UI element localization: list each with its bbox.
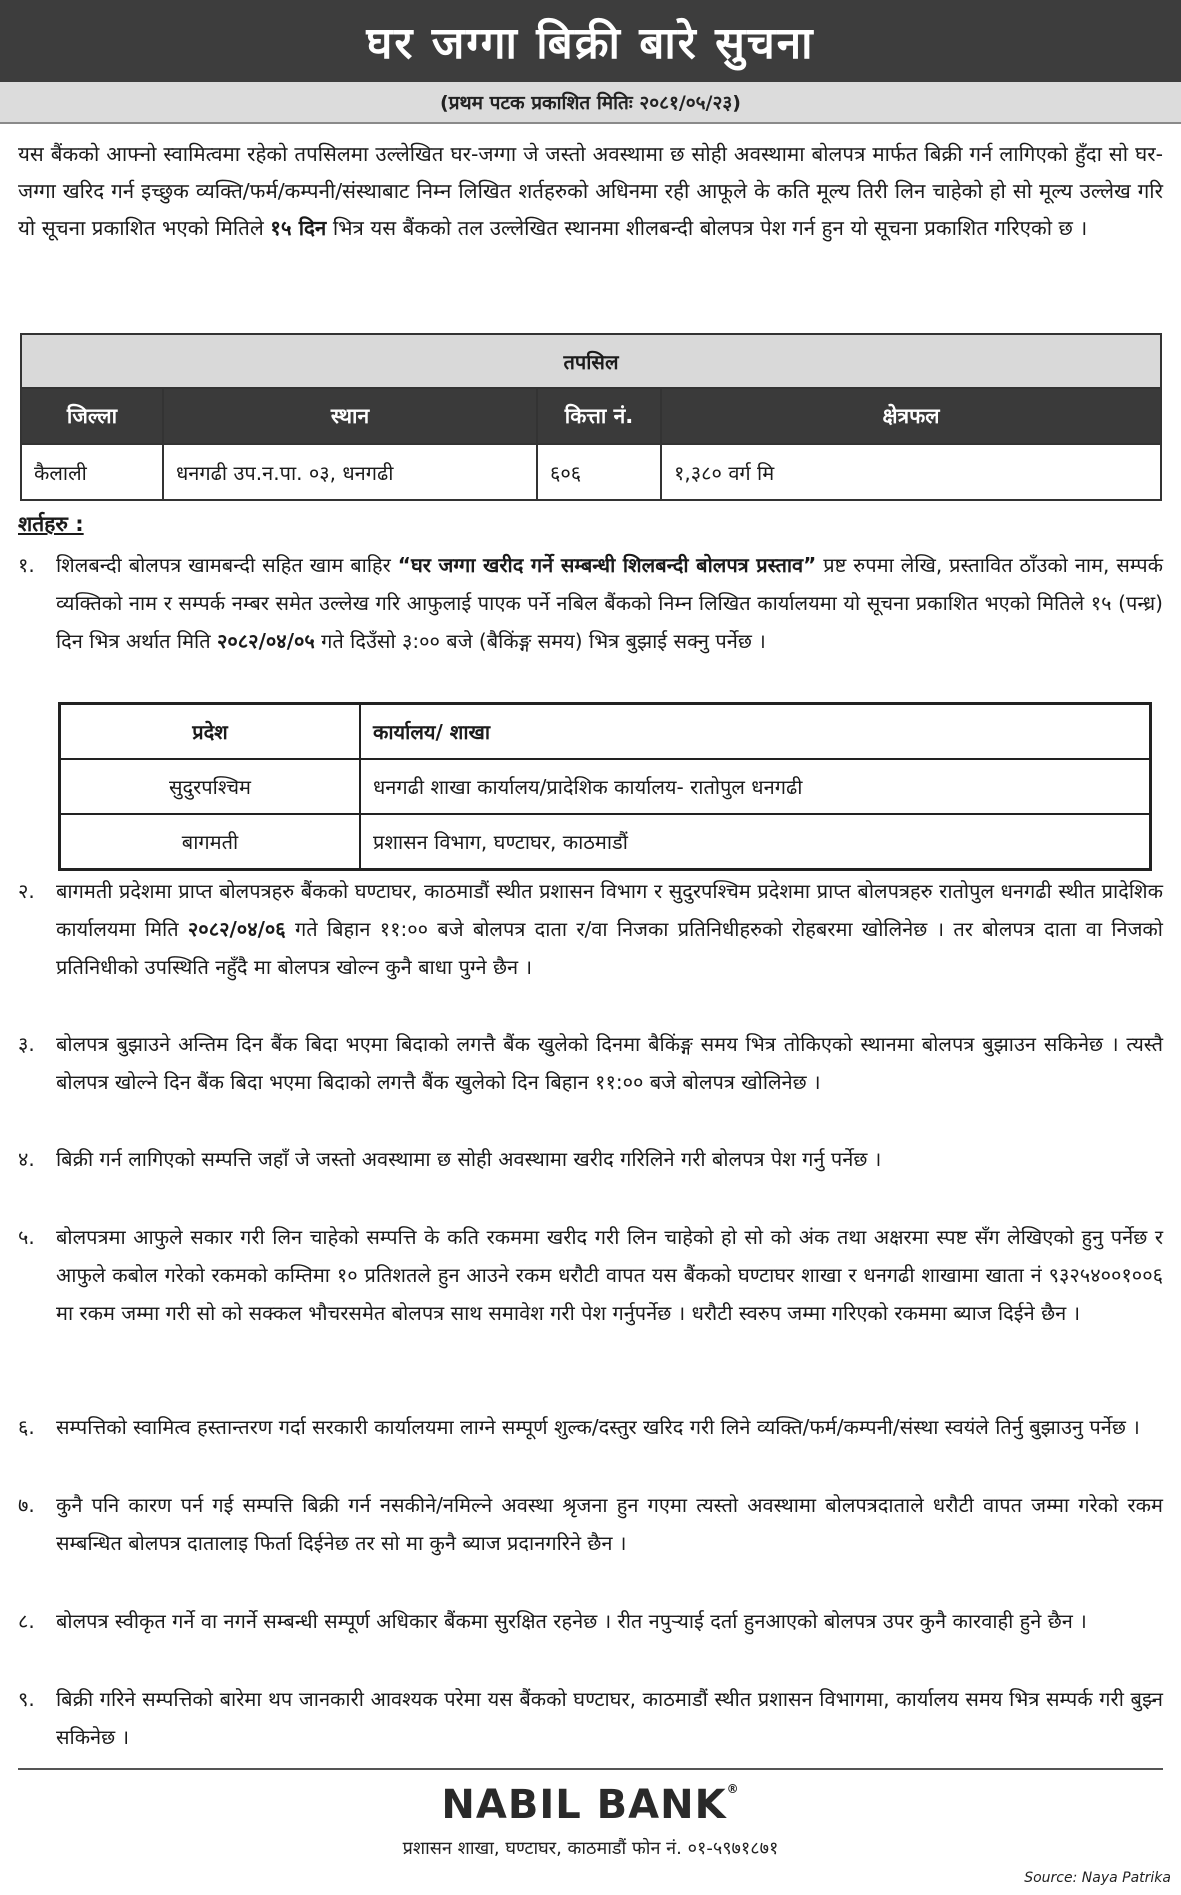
column-header-location: स्थान [163,388,537,444]
conditions-heading: शर्तहरु : [18,512,84,536]
condition-item-9: ९. बिक्री गरिने सम्पत्तिको बारेमा थप जानकारी आवश्यक परेमा यस बैंकको घण्टाघर, काठमाडौं स्थीत प्रशासन विभागमा, कार्यालय समय भित्र सम्पर्क गरी बुझ्न सकिनेछ । [18,1687,1163,1749]
condition-item-4: ४. बिक्री गर्न लागिएको सम्पत्ति जहाँ जे जस्तो अवस्थामा छ सोही अवस्थामा खरीद गरिलिने गरी बोलपत्र पेश गर्नु पर्नेछ । [18,1147,882,1171]
cell-plot-no: ६०६ [537,444,661,500]
bank-address: प्रशासन शाखा, घण्टाघर, काठमाडौं फोन नं. ०१-५९७१८७१ [402,1838,779,1859]
table-caption: तपसिल [21,334,1161,388]
deadline-days: १५ दिन [270,216,327,240]
condition-item-8: ८. बोलपत्र स्वीकृत गर्ने वा नगर्ने सम्बन्धी सम्पूर्ण अधिकार बैंकमा सुरक्षित रहनेछ । रीत नपुर्‍याई दर्ता हुनआएको बोलपत्र उपर कुनै कारवाही हुने छैन । [18,1609,1087,1633]
cell-district: कैलाली [21,444,163,500]
table-row [60,759,1151,814]
column-header-office: कार्यालय/ शाखा [360,704,1151,760]
cell-location: धनगढी उप.न.पा. ०३, धनगढी [163,444,537,500]
notice-title: घर जग्गा बिक्री बारे सुचना [0,0,1181,82]
table-row [21,444,1161,500]
cell-office: प्रशासन विभाग, घण्टाघर, काठमाडौं [360,814,1151,870]
condition-item-7: ७. कुनै पनि कारण पर्न गई सम्पत्ति बिक्री गर्न नसकीने/नमिल्ने अवस्था श्रृजना हुन गएमा त्यस्तो अवस्थामा बोलपत्रदाताले धरौटी वापत जम्मा गरेको रकम सम्बन्धित बोलपत्र दातालाइ फिर्ता दिईनेछ तर सो मा कुनै ब्याज प्रदानगरिने छैन । [18,1493,1163,1555]
column-header-plot-no: कित्ता नं. [537,388,661,444]
cell-province: बागमती [60,814,361,870]
condition-item-5: ५. बोलपत्रमा आफुले सकार गरी लिन चाहेको सम्पत्ति के कति रकममा खरीद गरी लिन चाहेको हो सो को अंक तथा अक्षरमा स्पष्ट सँग लेखिएको हुनु पर्नेछ र आफुले कबोल गरेको रकमको कम्तिमा १० प्रतिशतले हुन आउने रकम धरौटी वापत यस बैंकको घण्टाघर शाखा र धनगढी शाखामा खाता नं ९३२५४००१००६ मा रकम जम्मा गरी सो को सक्कल भौचरसमेत बोलपत्र साथ समावेश गरी पेश गर्नुपर्नेछ । धरौटी स्वरुप जम्मा गरिएको रकममा ब्याज दिईने छैन । [18,1225,1163,1325]
table-row [60,814,1151,870]
column-header-district: जिल्ला [21,388,163,444]
property-details-table [20,333,1162,501]
condition-item-6: ६. सम्पत्तिको स्वामित्व हस्तान्तरण गर्दा सरकारी कार्यालयमा लाग्ने सम्पूर्ण शुल्क/दस्तुर खरिद गरी लिने व्यक्ति/फर्म/कम्पनी/संस्था स्वयंले तिर्नु बुझाउनु पर्नेछ । [18,1415,1140,1439]
publish-date: (प्रथम पटक प्रकाशित मितिः २०८१/०५/२३) [0,82,1181,124]
intro-paragraph: यस बैंकको आफ्नो स्वामित्वमा रहेको तपसिलमा उल्लेखित घर-जग्गा जे जस्तो अवस्थामा छ सोही अवस्थामा बोलपत्र मार्फत बिक्री गर्न लागिएको हुँदा सो घर-जग्गा खरिद गर्न इच्छुक व्यक्ति/फर्म/कम्पनी/संस्थाबाट निम्न लिखित शर्तहरुको अधिनमा रही आफूले के कति मूल्य तिरी लिन चाहेको हो सो मूल्य उल्लेख गरि यो सूचना प्रकाशित भएको मितिले १५ दिन भित्र यस बैंकको तल उल्लेखित स्थानमा शीलबन्दी बोलपत्र पेश गर्न हुन यो सूचना प्रकाशित गरिएको छ । [18,142,1163,240]
bank-logo: NABIL BANK® [441,1782,740,1828]
cell-province: सुदुरपश्चिम [60,759,361,814]
source-credit: Source: Naya Patrika [1024,1870,1171,1886]
column-header-province: प्रदेश [60,704,361,760]
registered-mark: ® [726,1782,740,1796]
condition-item-3: ३. बोलपत्र बुझाउने अन्तिम दिन बैंक बिदा भएमा बिदाको लगत्तै बैंक खुलेको दिनमा बैकिंङ्ग समय भित्र तोकिएको स्थानमा बोलपत्र बुझाउन सकिनेछ । त्यस्तै बोलपत्र खोल्ने दिन बैंक बिदा भएमा बिदाको लगत्तै बैंक खुलेको दिन बिहान ११:०० बजे बोलपत्र खोलिनेछ । [18,1032,1163,1094]
office-table [58,702,1152,871]
condition-item-2: २. बागमती प्रदेशमा प्राप्त बोलपत्रहरु बैंकको घण्टाघर, काठमाडौं स्थीत प्रशासन विभाग र सुदुरपश्चिम प्रदेशमा प्राप्त बोलपत्रहरु रातोपुल धनगढी स्थीत प्रादेशिक कार्यालयमा मिति २०८२/०४/०६ गते बिहान ११:०० बजे बोलपत्र दाता र/वा निजका प्रतिनिधीहरुको रोहबरमा खोलिनेछ । तर बोलपत्र दाता वा निजको प्रतिनिधीको उपस्थिति नहुँदै मा बोलपत्र खोल्न कुनै बाधा पुग्ने छैन । [18,879,1163,979]
footer-divider [18,1768,1163,1770]
cell-office: धनगढी शाखा कार्यालय/प्रादेशिक कार्यालय- रातोपुल धनगढी [360,759,1151,814]
cell-area: १,३८० वर्ग मि [661,444,1161,500]
column-header-area: क्षेत्रफल [661,388,1161,444]
condition-item-1: १. शिलबन्दी बोलपत्र खामबन्दी सहित खाम बाहिर “घर जग्गा खरीद गर्ने सम्बन्धी शिलबन्दी बोलपत्र प्रस्ताव” प्रष्ट रुपमा लेखि, प्रस्तावित ठाँउको नाम, सम्पर्क व्यक्तिको नाम र सम्पर्क नम्बर समेत उल्लेख गरि आफुलाई पाएक पर्ने नबिल बैंकको निम्न लिखित कार्यालयमा यो सूचना प्रकाशित भएको मितिले १५ (पन्ध्र) दिन भित्र अर्थात मिति २०८२/०४/०५ गते दिउँसो ३:०० बजे (बैकिंङ्ग समय) भित्र बुझाई सक्नु पर्नेछ । [18,553,1164,653]
